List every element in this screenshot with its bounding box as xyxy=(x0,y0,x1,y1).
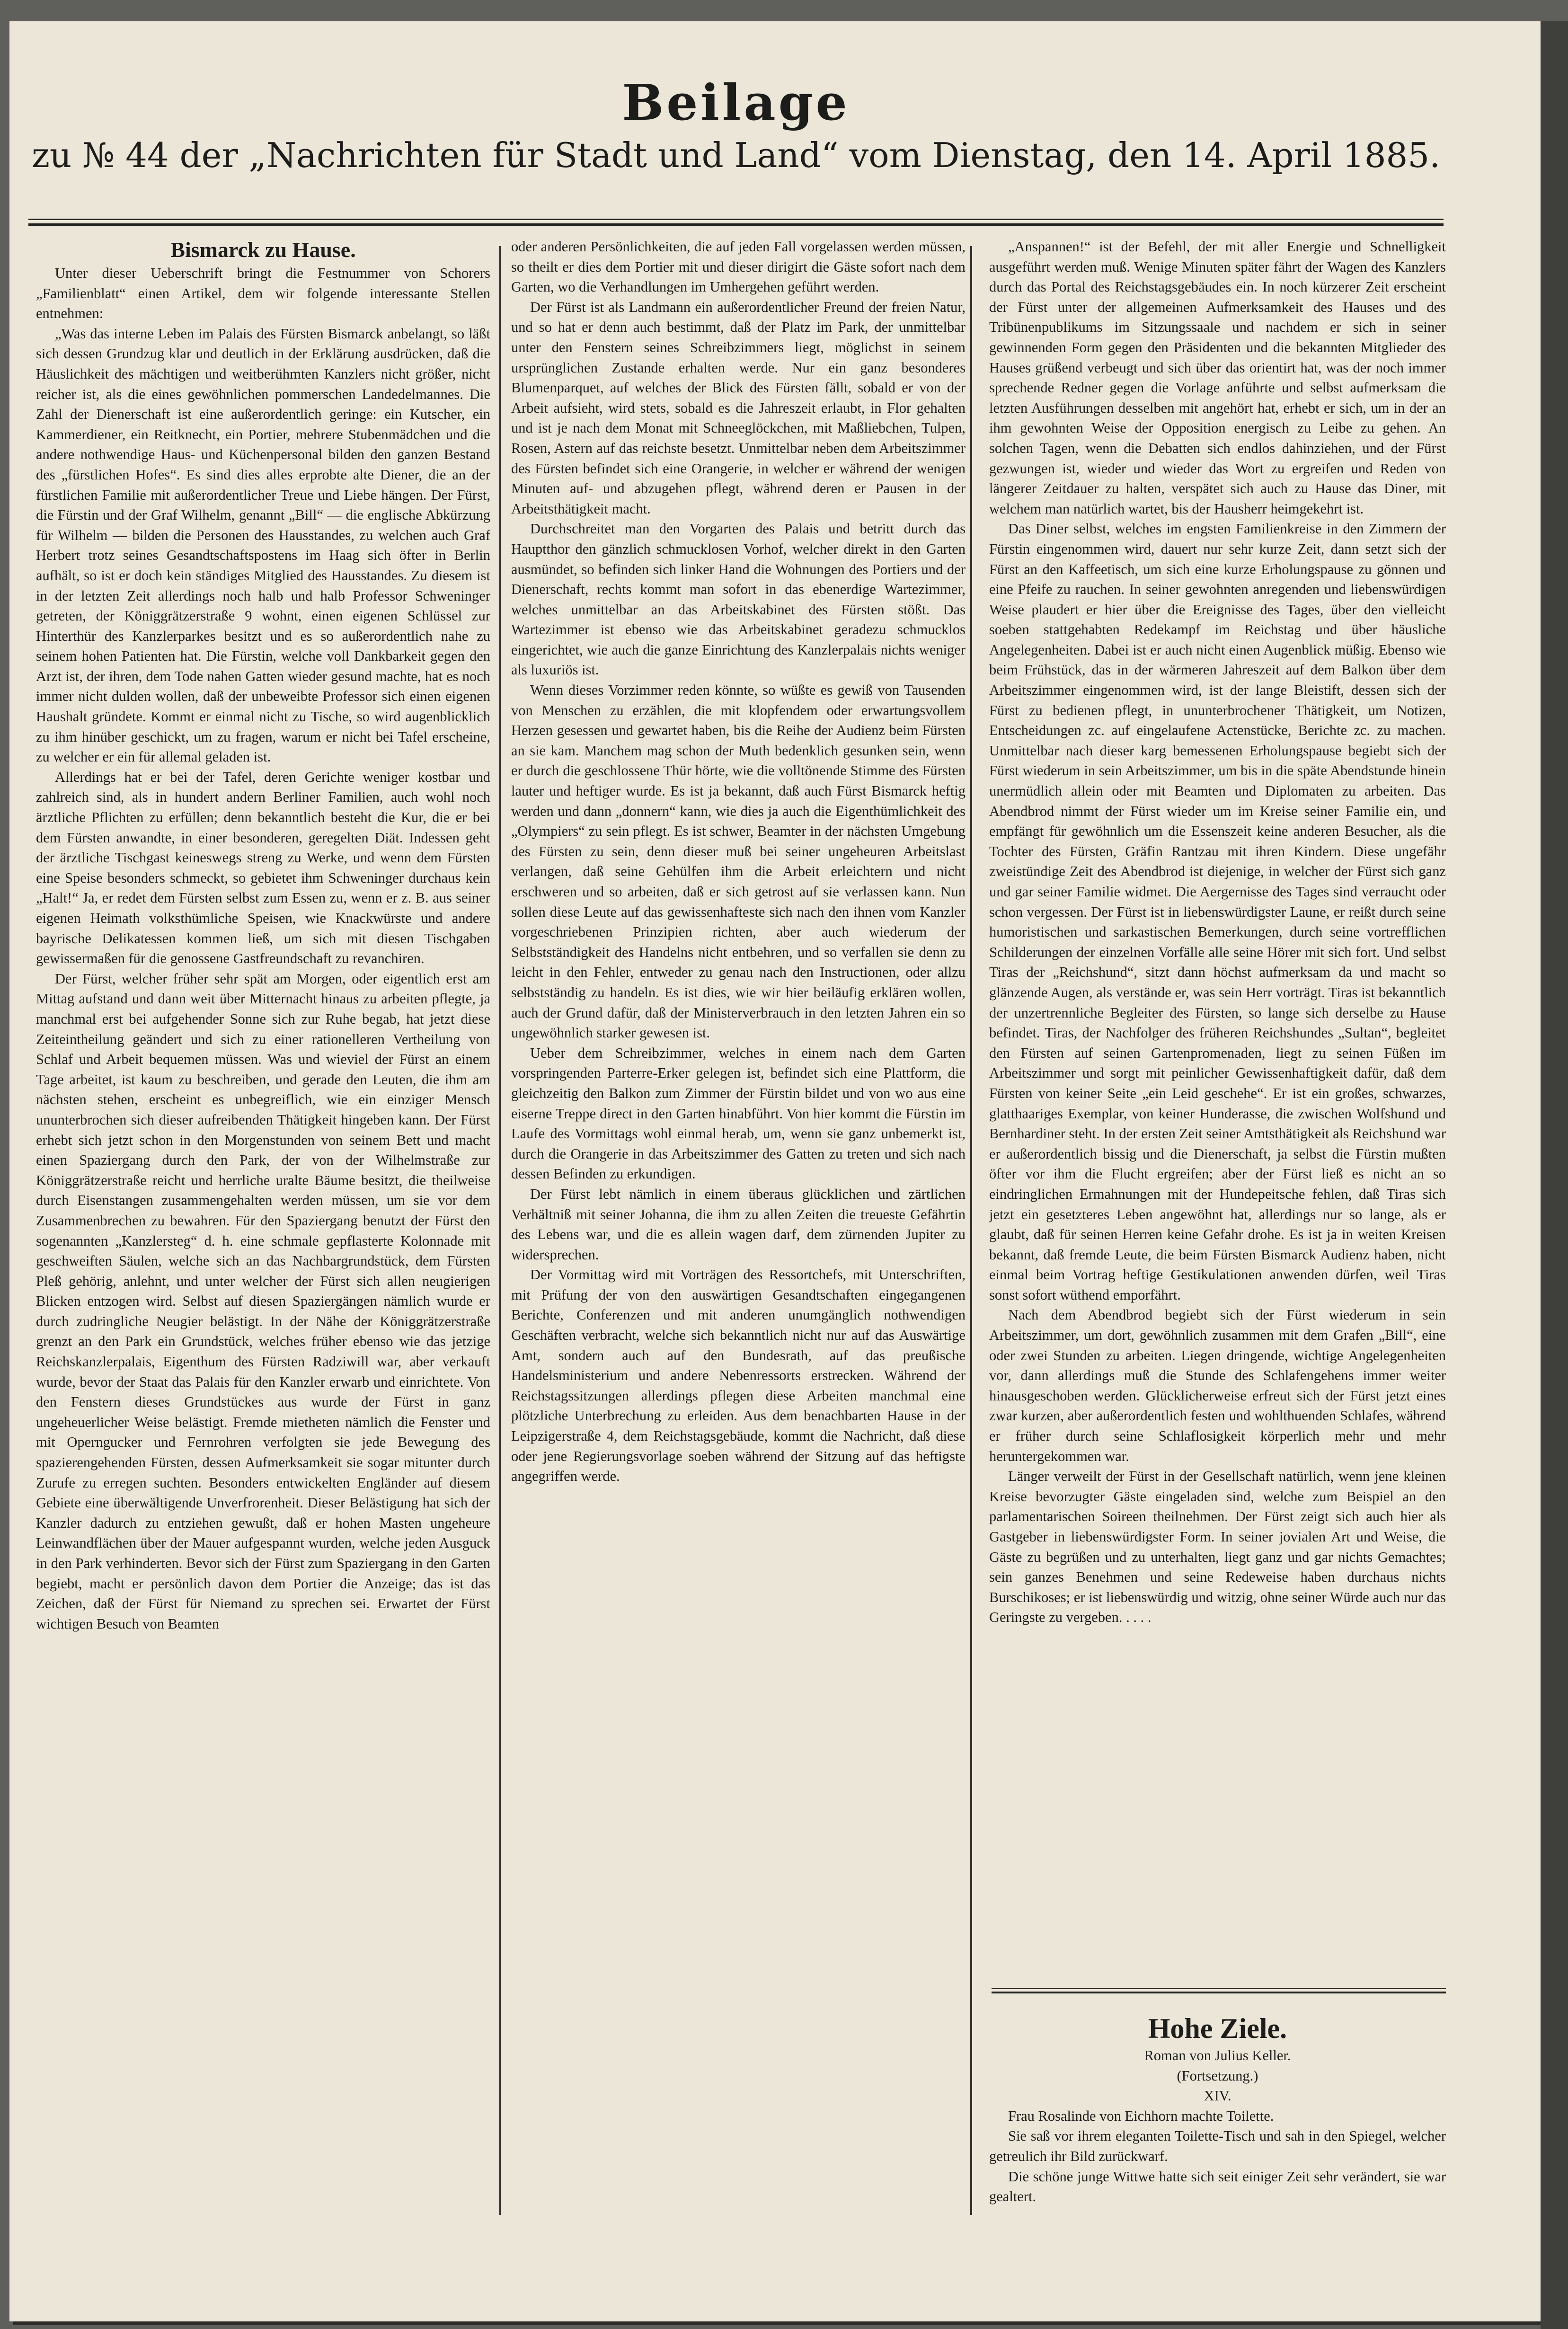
article-paragraph: Länger verweilt der Fürst in der Gesellschaft natürlich, wenn jene kleinen Kreise bevorzugter Gäste eingeladen sind, welche zum Beispiel an den parlamentarischen Soireen theilnehmen. Der Fürst zeigt sich auch hier als Gastgeber in liebenswürdigster Form. In seiner jovialen Art und Weise, die Gäste zu begrüßen und zu unterhalten, liegt ganz und gar nichts Gemachtes; sein ganzes Benehmen und seine Redeweise haben durchaus nichts Burschikoses; er ist liebenswürdig und witzig, ohne seiner Würde auch nur das Geringste zu vergeben. . . . . xyxy=(989,1468,1446,1626)
article-paragraph: Wenn dieses Vorzimmer reden könnte, so wüßte es gewiß von Tausenden von Menschen zu erzählen, die mit klopfendem oder erwartungsvollem Herzen gesessen und gewartet haben, bis die Reihe der Audienz beim Fürsten an sie kam. Manchem mag schon der Muth bedenklich gesunken sein, wenn er durch die geschlossene Thür hörte, wie die volltönende Stimme des Fürsten lauter und heftiger wurde. Es ist ja bekannt, daß auch Fürst Bismarck heftig werden und dann „donnern“ kann, wie dies ja auch die Eigenthümlichkeit des „Olympiers“ zu sein pflegt. Es ist schwer, Beamter in der nächsten Umgebung des Fürsten zu sein, denn dieser muß bei seiner ungeheuren Arbeitslast verlangen, daß seine Gehülfen ihm die Arbeit erleichtern und nicht erschweren und so arbeiten, daß er sich getrost auf sie verlassen kann. Nun sollen diese Leute auf das gewissenhafteste sich nach den ihnen vom Kanzler vorgeschriebenen Prinzipien richten, aber auch wiederum der Selbstständigkeit des Handelns nicht entbehren, und so verfallen sie denn zu leicht in den Fehler, entweder zu genau nach den Instructionen, oder allzu selbstständig zu handeln. Es ist dies, wie wir hier beiläufig erklären wollen, auch der Grund dafür, daß der Ministerverbrauch in den letzten Jahren ein so ungewöhnlich starker gewesen ist. xyxy=(511,682,966,1041)
article-paragraph: Der Fürst ist als Landmann ein außerordentlicher Freund der freien Natur, und so hat er denn auch bestimmt, daß der Platz im Park, der unmittelbar unter den Fenstern seines Schreibzimmers liegt, möglichst in seinem ursprünglichen Zustande erhalten werde. Nur ein ganz besonderes Blumenparquet, auf welches der Blick des Fürsten fällt, sobald er von der Arbeit aufsieht, wird stets, sobald es die Jahreszeit erlaubt, in Flor gehalten und ist je nach dem Monat mit Schneeglöckchen, mit Maßliebchen, Tulpen, Rosen, Astern auf das reichste besetzt. Unmittelbar neben dem Arbeitszimmer des Fürsten befindet sich eine Orangerie, in welcher er während der wenigen Minuten auf- und abzugehen pflegt, während deren er Pausen in der Arbeitsthätigkeit macht. xyxy=(511,299,966,517)
issue-line: zu № 44 der „Nachrichten für Stadt und Land“ vom Dienstag, den 14. April 1885. xyxy=(31,135,1441,175)
novel-continuation: (Fortsetzung.) xyxy=(1177,2067,1258,2084)
article-paragraph: Unter dieser Ueberschrift bringt die Festnummer von Schorers „Familienblatt“ einen Artikel, dem wir folgende interessante Stellen entnehmen: xyxy=(36,265,490,322)
novel-chapter: XIV. xyxy=(1204,2088,1231,2104)
scan-edge xyxy=(1541,21,1568,2329)
article-column-2 xyxy=(511,237,966,2215)
supplement-title: Beilage xyxy=(622,73,850,132)
article-paragraph: „Was das interne Leben im Palais des Fürsten Bismarck anbelangt, so läßt sich dessen Grundzug klar und deutlich in der Erklärung ausdrücken, daß die Häuslichkeit des mächtigen und weitberühmten Kanzlers nicht größer, nicht reicher ist, als die eines gewöhnlichen pommerschen Landedelmannes. Die Zahl der Dienerschaft ist eine außerordentlich geringe: ein Kutscher, ein Kammerdiener, ein Reitknecht, ein Portier, mehrere Stubenmädchen und die andere nothwendige Haus- und Küchenpersonal bilden den ganzen Bestand des „fürstlichen Hofes“. Es sind dies alles erprobte alte Diener, die an der fürstlichen Familie mit außerordentlicher Treue und Liebe hängen. Der Fürst, die Fürstin und der Graf Wilhelm, genannt „Bill“ — die englische Abkürzung für Wilhelm — bilden die Personen des Hausstandes, zu welchen auch Graf Herbert trotz seines Gesandtschaftspostens im Haag sich öfter in Berlin aufhält, so ist er doch kein ständiges Mitglied des Hausstandes. Zu diesem ist in der letzten Zeit allerdings noch halb und halb Professor Schweninger getreten, der Königgrätzerstraße 9 wohnt, einen eigenen Schlüssel zur Hinterthür des Kanzlerparkes besitzt und es so außerordentlich nahe zu seinem hohen Patienten hat. Die Fürstin, welche voll Dankbarkeit gegen den Arzt ist, der ihren, dem Tode nahen Gatten wieder gesund machte, hat es noch immer nicht dulden wollen, daß der unbeweibte Professor sich einen eigenen Haushalt gründete. Kommt er einmal nicht zu Tische, so wird augenblicklich zu ihm hinüber geschickt, um zu fragen, warum er nicht bei Tafel erscheine, zu welcher er ein für allemal geladen ist. xyxy=(36,325,490,765)
article-paragraph: Der Vormittag wird mit Vorträgen des Ressortchefs, mit Unterschriften, mit Prüfung der von den auswärtigen Gesandtschaften eingegangenen Berichte, Conferenzen und mit anderen unumgänglich nothwendigen Geschäften verbracht, welche sich bekanntlich nicht nur auf das Auswärtige Amt, sondern auch auf den Bundesrath, auf das preußische Handelsministerium und andere Nebenressorts erstrecken. Während der Reichstagssitzungen allerdings pflegen diese Arbeiten manchmal eine plötzliche Unterbrechung zu erleiden. Aus dem benachbarten Hause in der Leipzigerstraße 4, dem Reichstagsgebäude, kommt die Nachricht, daß diese oder jene Regierungsvorlage soeben während der Sitzung auf das heftigste angegriffen werde. xyxy=(511,1266,966,1485)
article-paragraph: Ueber dem Schreibzimmer, welches in einem nach dem Garten vorspringenden Parterre-Erker gelegen ist, befindet sich eine Plattform, die gleichzeitig den Balkon zum Zimmer der Fürstin bildet und von wo aus eine eiserne Treppe direct in den Garten hinabführt. Von hier kommt die Fürstin im Laufe des Vormittags wohl einmal herab, um, wenn sie ganz unbemerkt ist, durch die Orangerie in das Arbeitszimmer des Gatten zu treten und sich nach dessen Befinden zu erkundigen. xyxy=(511,1045,966,1182)
article-paragraph: Der Fürst lebt nämlich in einem überaus glücklichen und zärtlichen Verhältniß mit seiner Johanna, die ihm zu allen Zeiten die treueste Gefährtin des Lebens war, und die es allein wagen darf, dem zürnenden Jupiter zu widersprechen. xyxy=(511,1186,966,1263)
header-rule-bottom xyxy=(28,223,1444,226)
column-divider-2 xyxy=(970,246,972,2215)
novel-separator-top xyxy=(992,1988,1446,1989)
novel-paragraph: Sie saß vor ihrem eleganten Toilette-Tisch und sah in den Spiegel, welcher getreulich ihr Bild zurückwarf. xyxy=(989,2128,1446,2164)
novel-subtitle: Roman von Julius Keller. xyxy=(1144,2047,1291,2063)
novel-separator-bottom xyxy=(992,1992,1446,1993)
column-divider-1 xyxy=(499,246,501,2215)
article-paragraph: Der Fürst, welcher früher sehr spät am Morgen, oder eigentlich erst am Mittag aufstand und dann weit über Mitternacht hinaus zu arbeiten pflegte, ja manchmal erst bei aufgehender Sonne sich zur Ruhe begab, hat jetzt diese Zeiteintheilung geändert und sich zu einer rationelleren Vertheilung von Schlaf und Arbeit bequemen müssen. Was und wieviel der Fürst an einem Tage arbeitet, ist kaum zu beschreiben, und gerade den Leuten, die ihm am nächsten stehen, erscheint es unbegreiflich, wie ein einziger Mensch ununterbrochen sich dieser aufreibenden Thätigkeit hingeben kann. Der Fürst erhebt sich jetzt schon in den Morgenstunden von seinem Bett und macht einen Spaziergang durch den Park, der von der Wilhelmstraße zur Königgrätzerstraße reicht und herrliche uralte Bäume besitzt, die theilweise durch Eisenstangen zusammengehalten werden müssen, um sie vor dem Zusammenbrechen zu bewahren. Für den Spaziergang benutzt der Fürst den sogenannten „Kanzlersteg“ d. h. eine schmale gepflasterte Kolonnade mit geschweiften Säulen, welche sich an das Nachbargrundstück, dem Fürsten Pleß gehörig, anlehnt, und unter welcher der Fürst sich allen neugierigen Blicken entzogen wird. Selbst auf diesen Spaziergängen nämlich wurde er durch zudringliche Neugier belästigt. In der Nähe der Königgrätzerstraße grenzt an den Park ein Grundstück, welches früher ebenso wie das jetzige Reichskanzlerpalais, Eigenthum des Fürsten Radziwill war, aber verkauft wurde, bevor der Staat das Palais für den Kanzler erwarb und einrichtete. Von den Fenstern dieses Grundstückes aus wurde der Fürst in ganz ungeheuerlicher Weise belästigt. Fremde mietheten nämlich die Fenster und mit Operngucker und Fernrohren verfolgten sie jede Bewegung des spazierengehenden Fürsten, dessen Aufmerksamkeit sie sogar mitunter durch Zurufe zu erregen suchten. Besonders entwickelten Engländer auf diesem Gebiete eine überwältigende Unverfrorenheit. Dieser Belästigung hat sich der Kanzler dadurch zu entziehen gewußt, daß er hohen Masten ungeheure Leinwandflächen über der Mauer aufgespannt wurden, welche jeden Ausguck in den Park verhinderten. Bevor sich der Fürst zum Spaziergang in den Garten begiebt, macht er persönlich davon dem Portier die Anzeige; das ist das Zeichen, daß der Fürst für Niemand zu sprechen sei. Erwartet der Fürst wichtigen Besuch von Beamten xyxy=(36,970,490,1632)
novel-section xyxy=(989,2011,1446,2215)
novel-paragraph: Frau Rosalinde von Eichhorn machte Toilette. xyxy=(1008,2108,1274,2124)
supplement-header xyxy=(28,73,1444,175)
article-paragraph: Das Diner selbst, welches im engsten Familienkreise in den Zimmern der Fürstin eingenommen wird, dauert nur sehr kurze Zeit, dann setzt sich der Fürst an den Kaffeetisch, um sich eine kurze Erholungspause zu gönnen und eine Pfeife zu rauchen. In seiner gewohnten anregenden und liebenswürdigen Weise plaudert er hier über die Ereignisse des Tages, über den vielleicht soeben stattgehabten Redekampf im Reichstag und über häusliche Angelegenheiten. Dabei ist er auch nicht einen Augenblick müßig. Ebenso wie beim Frühstück, das in der wärmeren Jahreszeit auf dem Balkon über dem Arbeitszimmer eingenommen wird, ist der lange Bleistift, dessen sich der Fürst zu bedienen pflegt, in ununterbrochener Thätigkeit, um Notizen, Entscheidungen zc. auf eingelaufene Actenstücke, Berichte zc. zu machen. Unmittelbar nach dieser karg bemessenen Erholungspause begiebt sich der Fürst wiederum in sein Arbeitszimmer, um bis in die späte Abendstunde hinein unermüdlich allein oder mit Beamten und Diplomaten zu arbeiten. Das Abendbrod nimmt der Fürst wieder um im Kreise seiner Familie ein, und empfängt für gewöhnlich um die Essenszeit keine anderen Besucher, als die Tochter des Fürsten, Gräfin Rantzau mit ihren Kindern. Diese ungefähr zweistündige Zeit des Abendbrod ist diejenige, in welcher der Fürst sich ganz und gar seiner Familie widmet. Die Aergernisse des Tages sind verraucht oder schon vergessen. Der Fürst ist in liebenswürdigster Laune, er reißt durch seine humoristischen und sarkastischen Bemerkungen, durch seine vortrefflichen Schilderungen der einzelnen Vorfälle alle seine Hörer mit sich fort. Und selbst Tiras der „Reichshund“, sitzt dann höchst aufmerksam da und macht so glänzende Augen, als verstände er, was sein Herr vorträgt. Tiras ist bekanntlich der unzertrennliche Begleiter des Fürsten, so lange sich derselbe zu Hause befindet. Tiras, der Nachfolger des früheren Reichshundes „Sultan“, begleitet den Fürsten auf seinen Gartenpromenaden, liegt zu seinen Füßen im Arbeitszimmer und sorgt mit peinlicher Gewissenhaftigkeit dafür, daß dem Fürsten von keiner Seite „ein Leid geschehe“. Er ist ein großes, schwarzes, glatthaariges Exemplar, von keiner Hunderasse, die zwischen Wolfshund und Bernhardiner steht. In der ersten Zeit seiner Amtsthätigkeit als Reichshund war er außerordentlich bissig und die Dienerschaft, ja selbst die Fürstin mußten öfter vor ihm die Flucht ergreifen; aber der Fürst ließ es nicht an so eindringlichen Ermahnungen mit der Hundepeitsche fehlen, daß Tiras sich jetzt ein gesetzteres Leben angewöhnt hat, allerdings nur so lange, als er glaubt, daß für seinen Herren keine Gefahr drohe. Es ist ja in weiten Kreisen bekannt, daß fremde Leute, die beim Fürsten Bismarck Audienz haben, nicht einmal beim Vortrag heftige Gestikulationen anwenden dürfen, weil Tiras sonst sofort wüthend emporfährt. xyxy=(989,521,1446,1303)
article-column-3 xyxy=(989,237,1446,1950)
article-paragraph: „Anspannen!“ ist der Befehl, der mit aller Energie und Schnelligkeit ausgeführt werden muß. Wenige Minuten später fährt der Wagen des Kanzlers durch das Portal des Reichstagsgebäudes ein. In noch kürzerer Zeit erscheint der Fürst unter der allgemeinen Aufmerksamkeit des Hauses und des Tribünenpublikums im Sitzungssaale und nachdem er sich in seiner gewinnenden Form gegen den Präsidenten und die bekannten Mitglieder des Hauses grüßend verbeugt und sich über das orientirt hat, was der noch immer sprechende Redner gegen die Vorlage anführte und selbst aufmerksam die letzten Ausführungen desselben mit angehört hat, erhebt er sich, um in der an ihm gewohnten Weise der Opposition energisch zu Leibe zu gehen. An solchen Tagen, wenn die Debatten sich endlos dahinziehen, und der Fürst gezwungen ist, wieder und wieder das Wort zu ergreifen und Reden von längerer Zeitdauer zu halten, verspätet sich auch zu Hause das Diner, mit welchem man natürlich wartet, bis der Hausherr heimgekehrt ist. xyxy=(989,239,1446,517)
novel-title: Hohe Ziele. xyxy=(1148,2013,1287,2044)
article-column-1 xyxy=(36,237,490,2215)
article-paragraph: oder anderen Persönlichkeiten, die auf jeden Fall vorgelassen werden müssen, so theilt er dies dem Portier mit und dieser dirigirt die Gäste sofort nach dem Garten, wo die Verhandlungen im Umhergehen geführt werden. xyxy=(511,239,966,295)
novel-paragraph: Die schöne junge Wittwe hatte sich seit einiger Zeit sehr verändert, sie war gealtert. xyxy=(989,2168,1446,2205)
article-paragraph: Durchschreitet man den Vorgarten des Palais und betritt durch das Hauptthor den gänzlich schmucklosen Vorhof, welcher direkt in den Garten ausmündet, so befinden sich linker Hand die Wohnungen des Portiers und der Dienerschaft, rechts kommt man sofort in das ebenerdige Wartezimmer, welches unmittelbar an das Arbeitskabinet des Fürsten stößt. Das Wartezimmer ist ebenso wie das Arbeitskabinet geradezu schmucklos eingerichtet, wie auch die ganze Einrichtung des Kanzlerpalais nichts weniger als luxuriös ist. xyxy=(511,521,966,678)
header-rule-top xyxy=(28,219,1444,220)
article-paragraph: Nach dem Abendbrod begiebt sich der Fürst wiederum in sein Arbeitszimmer, um dort, gewöhnlich zusammen mit dem Grafen „Bill“, eine oder zwei Stunden zu arbeiten. Liegen dringende, wichtige Angelegenheiten vor, dann allerdings muß die Stunde des Schlafengehens immer weiter hinausgeschoben werden. Glücklicherweise erfreut sich der Fürst jetzt eines zwar kurzen, aber außerordentlich festen und wohlthuenden Schlafes, während er früher durch seine Schlaflosigkeit körperlich mehr und mehr heruntergekommen war. xyxy=(989,1307,1446,1464)
article-title: Bismarck zu Hause. xyxy=(170,238,356,262)
article-paragraph: Allerdings hat er bei der Tafel, deren Gerichte weniger kostbar und zahlreich sind, als in hundert andern Berliner Familien, auch wohl noch ärztliche Pflichten zu erfüllen; denn bekanntlich besteht die Kur, die er bei dem Fürsten anwandte, in einer besonderen, geregelten Diät. Indessen geht der ärztliche Tischgast keineswegs streng zu Werke, und wenn dem Fürsten eine Speise besonders schmeckt, so gebietet ihm Schweninger durchaus kein „Halt!“ Ja, er redet dem Fürsten selbst zum Essen zu, wenn er z. B. aus seiner eigenen Heimath volksthümliche Speisen, wie Knackwürste und andere bayrische Delikatessen kommen ließ, um sich mit diesen Tischgaben gewissermaßen für die genossene Gastfreundschaft zu revanchiren. xyxy=(36,769,490,967)
